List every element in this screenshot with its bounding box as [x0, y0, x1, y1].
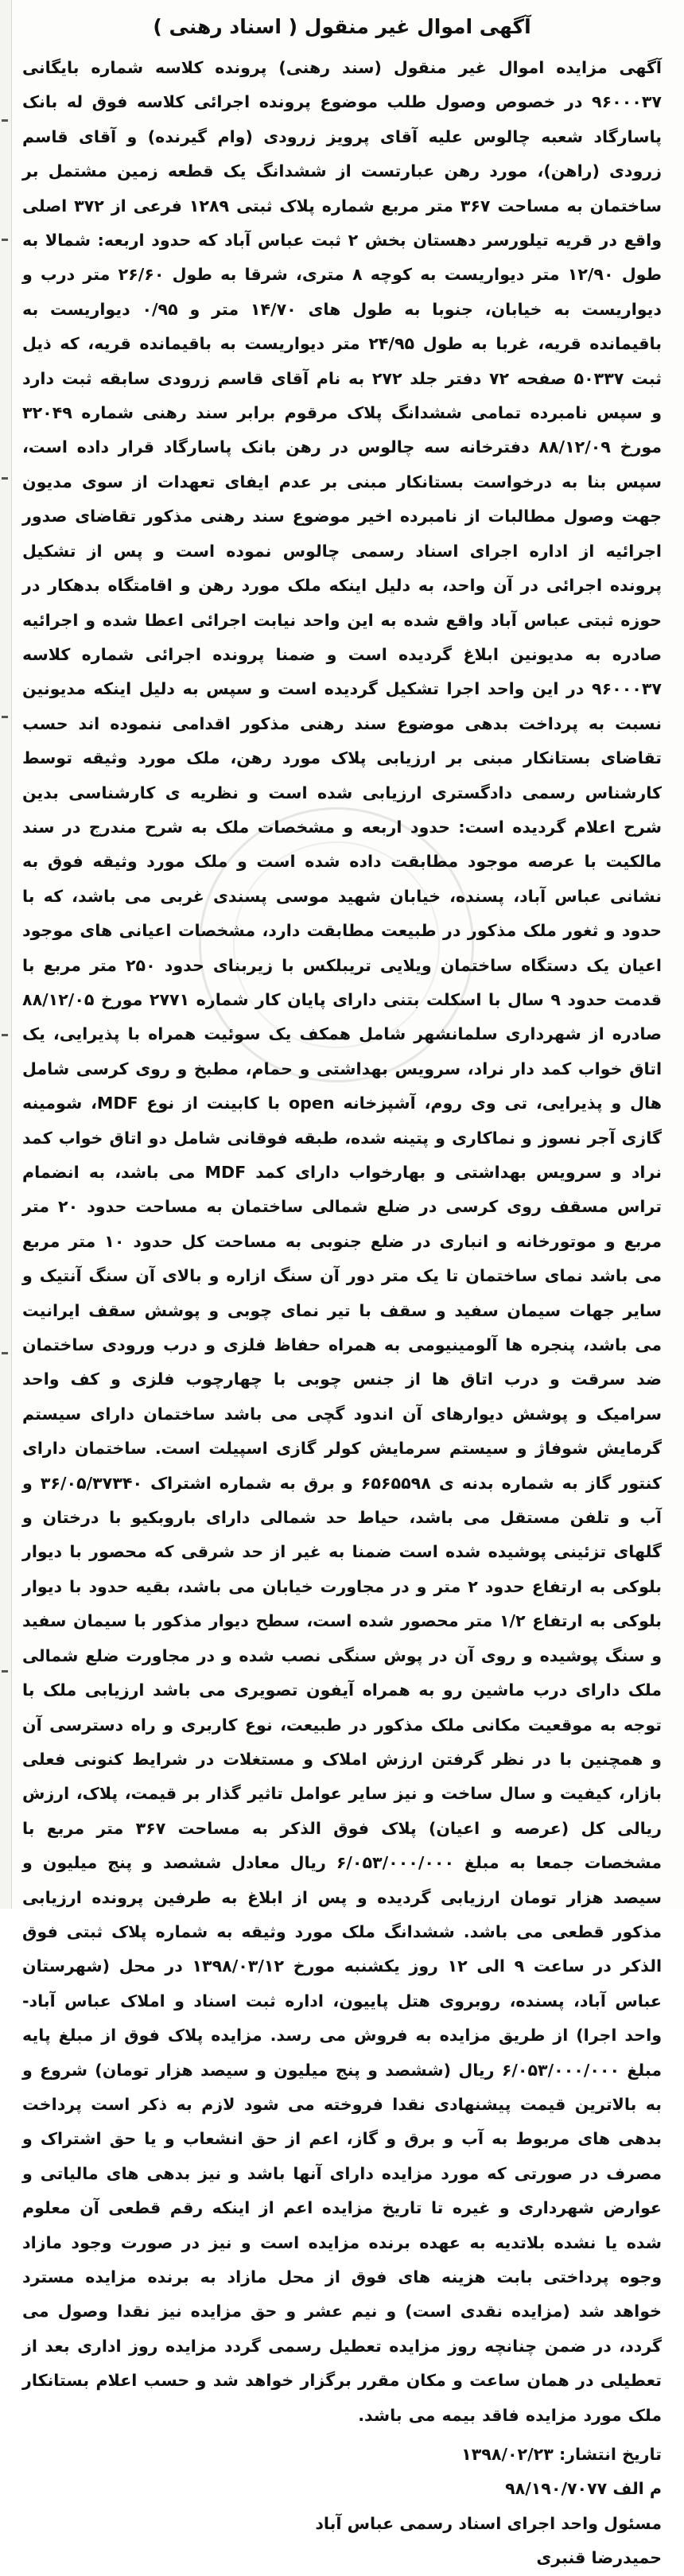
adjacent-column-edge [0, 0, 12, 1909]
notice-body: آگهی مزایده اموال غیر منقول (سند رهنی) پرونده کلاسه شماره بایگانی ۹۶۰۰۰۳۷ در خصوص وصول طلب موضوع پرونده اجرائی کلاسه فوق له بانک پاسارگاد شعبه چالوس علیه آقای پرویز زرودی (وام گیرنده) و آقای قاسم زرودی (راهن)، مورد رهن عبارتست از ششدانگ یک قطعه زمین مشتمل بر ساختمان به مساحت ۳۶۷ متر مربع شماره پلاک ثبتی ۱۲۸۹ فرعی از ۳۷۲ اصلی واقع در قریه تیلورسر دهستان بخش ۲ ثبت عباس آباد که حدود اربعه: شمالا به طول ۱۲/۹۰ متر دیواریست به کوچه ۸ متری، شرقا به طول ۲۶/۶۰ متر درب و دیواریست به خیابان، جنوبا به طول های ۱۴/۷۰ متر و ۰/۹۵ دیواریست به باقیمانده قریه، غربا به طول ۲۴/۹۵ متر دیواریست به باقیمانده قریه، که ذیل ثبت ۵۰۳۳۷ صفحه ۷۲ دفتر جلد ۲۷۲ به نام آقای قاسم زرودی سابقه ثبت دارد و سپس نامبرده تمامی ششدانگ پلاک مرقوم برابر سند رهنی شماره ۳۲۰۴۹ مورخ ۸۸/۱۲/۰۹ دفترخانه سه چالوس در رهن بانک پاسارگاد قرار داده است، سپس بنا به درخواست بستانکار مبنی بر عدم ایفای تعهدات از سوی مدیون جهت وصول مطالبات از نامبرده اخیر موضوع سند رهنی مذکور تقاضای صدور اجرائیه از اداره اجرای اسناد رسمی چالوس نموده است و پس از تشکیل پرونده اجرائی در آن واحد، به دلیل اینکه ملک مورد رهن و اقامتگاه بدهکار در حوزه ثبتی عباس آباد واقع شده به این واحد نیابت اجرائی اعطا شده و اجرائیه صادره به مدیونین ابلاغ گردیده است و ضمنا پرونده اجرائی شماره کلاسه ۹۶۰۰۰۳۷ در این واحد اجرا تشکیل گردیده است و سپس به دلیل اینکه مدیونین نسبت به پرداخت بدهی موضوع سند رهنی مذکور اقدامی ننموده اند حسب تقاضای بستانکار مبنی بر ارزیابی پلاک مورد رهن، ملک مورد وثیقه توسط کارشناس رسمی دادگستری ارزیابی شده است و نظریه ی کارشناسی بدین شرح اعلام گردیده است: حدود اربعه و مشخصات ملک به شرح مندرج در سند مالکیت با عرصه موجود مطابقت داده شده است و ملک مورد وثیقه فوق به نشانی عباس آباد، پسنده، خیابان شهید موسی پسندی غربی می باشد، که با حدود و ثغور ملک مذکور در طبیعت مطابقت دارد، مشخصات اعیانی های موجود اعیان یک دستگاه ساختمان ویلایی تریبلکس با زیربنای حدود ۲۵۰ متر مربع با قدمت حدود ۹ سال با اسکلت بتنی دارای پایان کار شماره ۲۷۷۱ مورخ ۸۸/۱۲/۰۵ صادره از شهرداری سلمانشهر شامل همکف یک سوئیت همراه با پذیرایی، یک اتاق خواب کمد دار نراد، سرویس بهداشتی و حمام، مطبخ و روی کرسی شامل هال و پذیرایی، تی وی روم، آشپزخانه open با کابینت از نوع MDF، شومینه گازی آجر نسوز و نماکاری و پتینه شده، طبقه فوقانی شامل دو اتاق خواب کمد نراد و سرویس بهداشتی و بهارخواب دارای کمد MDF می باشد، به انضمام تراس مسقف روی کرسی در ضلع شمالی ساختمان به مساحت حدود ۲۰ متر مربع و موتورخانه و انباری در ضلع جنوبی به مساحت کل حدود ۱۰ متر مربع می باشد نمای ساختمان تا یک متر دور آن سنگ ازاره و بالای آن سنگ آنتیک و سایر جهات سیمان سفید و سقف با تیر نمای چوبی و پوشش سقف ایرانیت می باشد، پنجره ها آلومینیومی به همراه حفاظ فلزی و درب ورودی ساختمان ضد سرقت و درب اتاق ها از جنس چوبی با چهارچوب فلزی و کف واحد سرامیک و پوشش دیوارهای آن اندود گچی می باشد ساختمان دارای سیستم گرمایش شوفاژ و سیستم سرمایش کولر گازی اسپیلت است. ساختمان دارای کنتور گاز به شماره بدنه ی ۶۵۶۵۵۹۸ و برق به شماره اشتراک ۳۶/۰۵/۳۷۳۴۰ و آب و تلفن مستقل می باشد، حیاط حد شمالی دارای باروبکیو با درختان و گلهای تزئینی پوشیده شده است ضمنا به غیر از حد شرقی که محصور با دیوار بلوکی به ارتفاع حدود ۲ متر و در مجاورت خیابان می باشد، بقیه حدود با دیوار بلوکی به ارتفاع ۱/۲ متر محصور شده است، سطح دیوار مذکور با سیمان سفید و سنگ پوشیده و روی آن در پوش سنگی نصب شده و در مجاورت ضلع شمالی ملک دارای درب ماشین رو به همراه آیفون تصویری می باشد ارزیابی ملک با توجه به موقعیت مکانی ملک مذکور در طبیعت، نوع کاربری و راه دسترسی آن و همچنین با در نظر گرفتن ارزش املاک و مستغلات در شرایط کنونی فعلی بازار، کیفیت و سال ساخت و نیز سایر عوامل تاثیر گذار بر قیمت، پلاک، ارزش ریالی کل (عرصه و اعیان) پلاک فوق الذکر به مساحت ۳۶۷ متر مربع با مشخصات جمعا به مبلغ ۶/۰۵۳/۰۰۰/۰۰۰ ریال معادل ششصد و پنج میلیون و سیصد هزار تومان ارزیابی گردیده و پس از ابلاغ به طرفین پرونده ارزیابی مذکور قطعی می باشد. ششدانگ ملک مورد وثیقه به شماره پلاک ثبتی فوق الذکر در ساعت ۹ الی ۱۲ روز یکشنبه مورخ ۱۳۹۸/۰۳/۱۲ در محل (شهرستان عباس آباد، پسنده، روبروی هتل پاییون، اداره ثبت اسناد و املاک عباس آباد-واحد اجرا) از طریق مزایده به فروش می رسد. مزایده پلاک فوق از مبلغ پایه مبلغ ۶/۰۵۳/۰۰۰/۰۰۰ ریال (ششصد و پنج میلیون و سیصد هزار تومان) شروع و به بالاترین قیمت پیشنهادی نقدا فروخته می شود لازم به ذکر است پرداخت بدهی های مربوط به آب و برق و گاز، اعم از حق انشعاب و یا حق اشتراک و مصرف در صورتی که مورد مزایده دارای آنها باشد و نیز بدهی های مالیاتی و عوارض شهرداری و غیره تا تاریخ مزایده اعم از اینکه رقم قطعی آن معلوم شده یا نشده بلاتدیه به عهده برنده مزایده است و نیز در صورت وجود مازاد وجوه پرداختی بابت هزینه های فوق از محل مازاد به برنده مزایده مسترد خواهد شد (مزایده نقدی است) و نیم عشر و حق مزایده نیز نقدا وصول می گردد، در ضمن چنانچه روز مزایده تعطیل رسمی گردد مزایده روز اداری بعد از تعطیلی در همان ساعت و مکان مقرر برگزار خواهد شد و حسب اعلام بستانکار ملک مورد مزایده فاقد بیمه می باشد. [22, 58, 662, 2425]
publish-date: تاریخ انتشار: ۱۳۹۸/۰۲/۲۳ [461, 2445, 662, 2465]
reference-code: م الف ۹۸/۱۹۰/۷۰۷۷ [505, 2479, 662, 2499]
auction-notice [17, 11, 667, 2568]
issuing-office: مسئول واحد اجرای اسناد رسمی عباس آباد [315, 2513, 662, 2533]
notice-footer [17, 2438, 667, 2576]
notice-title: آگهی اموال غیر منقول ( اسناد رهنی ) [153, 15, 531, 38]
signatory-name: حمیدرضا قنبری [536, 2548, 662, 2568]
